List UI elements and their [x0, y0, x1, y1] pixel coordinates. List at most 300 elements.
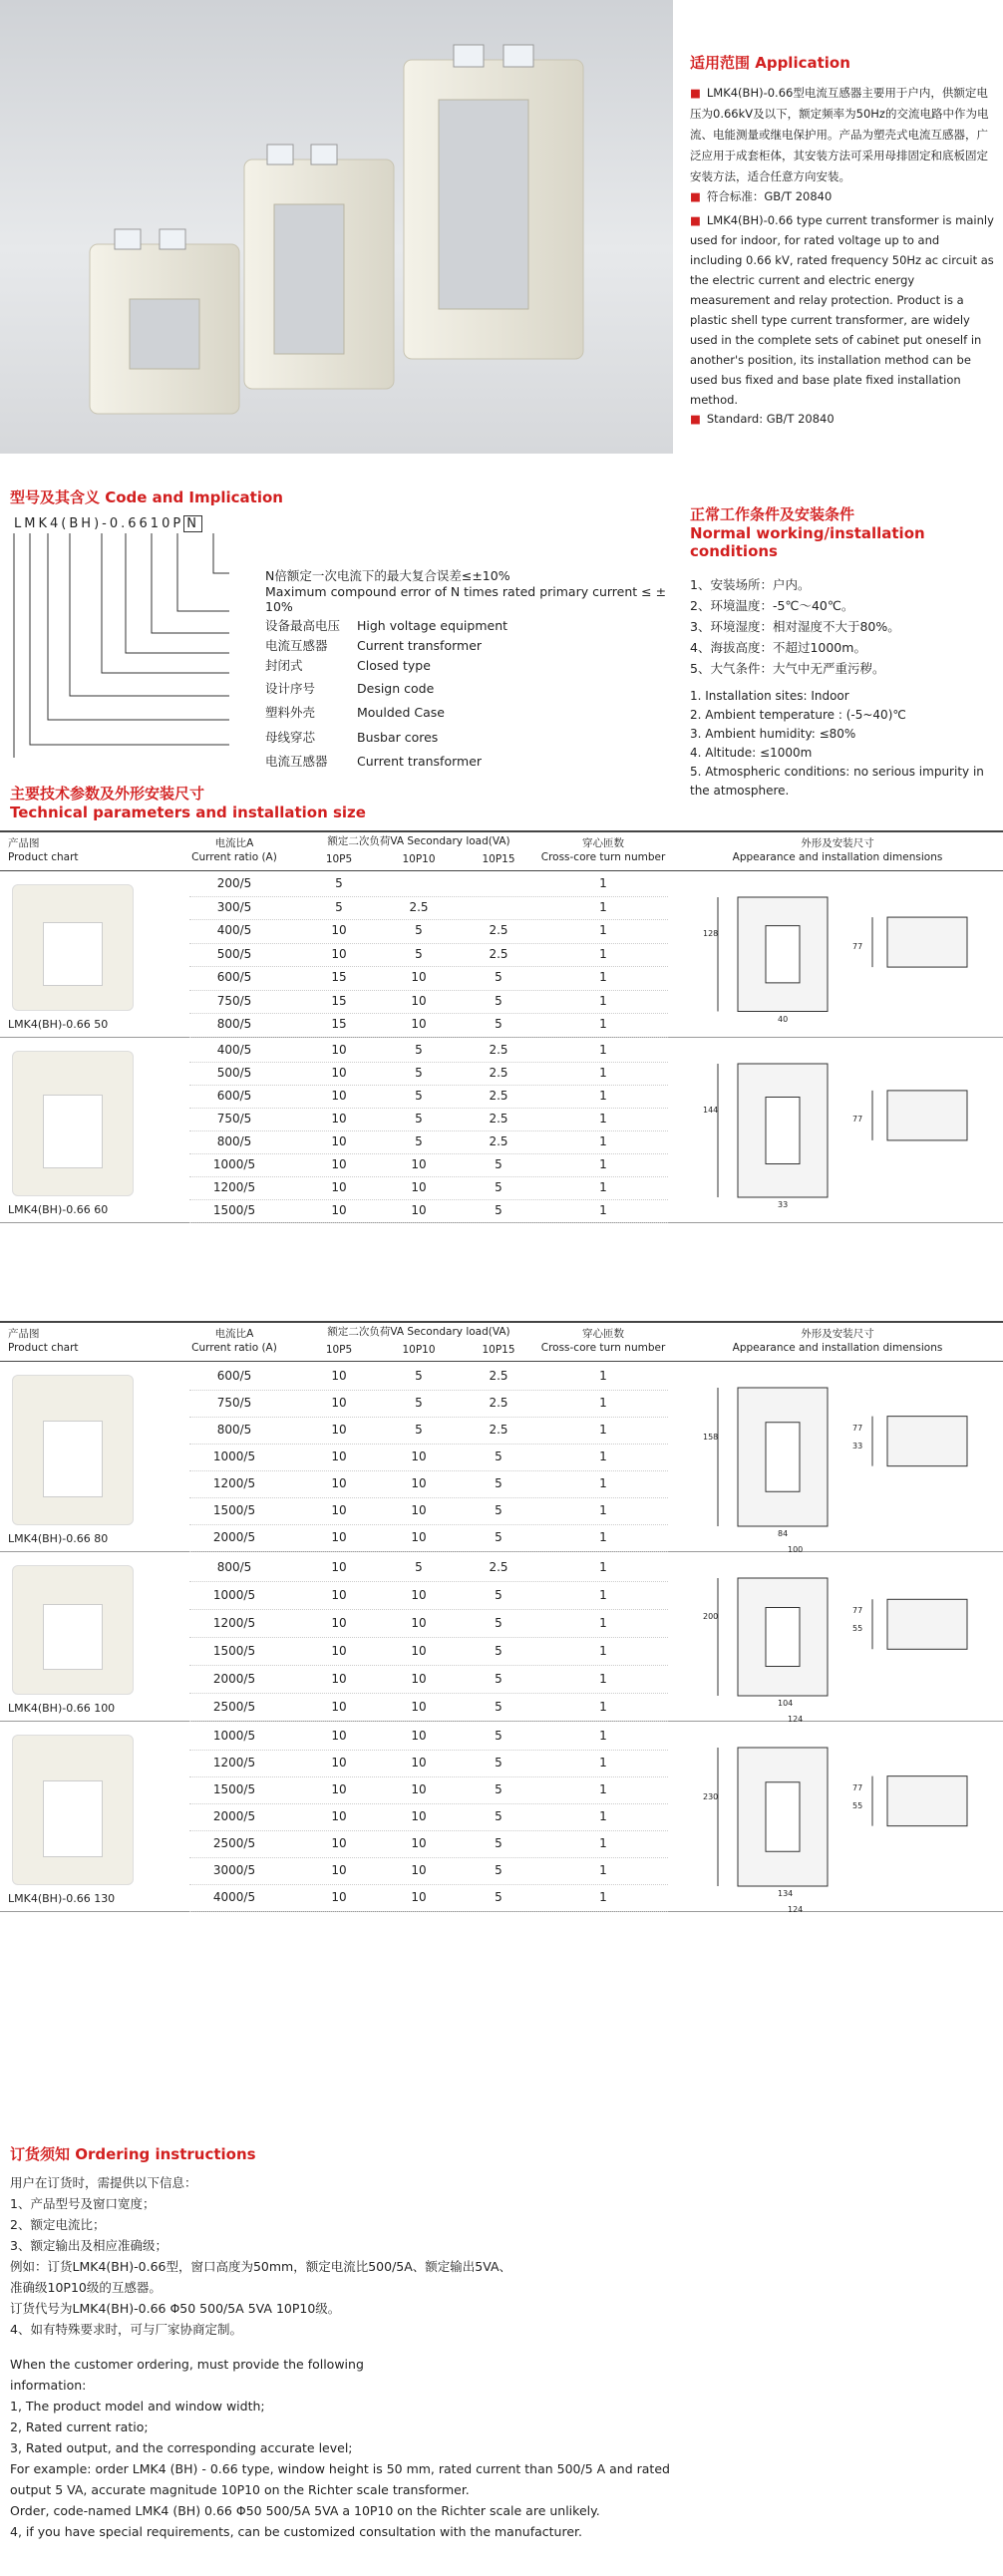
ordering-en-line: information: — [10, 2378, 87, 2393]
product-window — [43, 1604, 103, 1670]
table-cell: 2.5 — [489, 1369, 508, 1383]
table-cell: 5 — [495, 1756, 502, 1770]
table-cell: 10 — [411, 1890, 427, 1904]
header-load: 额定二次负荷VA Secondary load(VA) — [327, 1326, 510, 1338]
header-turns: 穿心匝数 Cross-core turn number — [540, 1328, 666, 1354]
table-cell: 1 — [599, 1396, 607, 1410]
table-cell: 10 — [411, 1782, 427, 1796]
dimension-drawing — [698, 1044, 997, 1217]
table-cell: 800/5 — [216, 1560, 252, 1574]
table-cell: 750/5 — [216, 1396, 252, 1410]
product-window — [43, 1095, 103, 1168]
table-cell: 1500/5 — [212, 1644, 256, 1658]
table-cell: 600/5 — [216, 1369, 252, 1383]
table-cell: 800/5 — [216, 1423, 252, 1437]
table-row — [189, 1776, 668, 1804]
condition-en-item: 1. Installation sites: Indoor — [690, 689, 849, 703]
dimension-label: 77 — [852, 1606, 863, 1616]
table-cell: 10 — [411, 1644, 427, 1658]
table-cell: 1 — [599, 1782, 607, 1796]
table-row — [189, 1497, 668, 1525]
table-cell: 5 — [415, 946, 423, 961]
table-cell: 10 — [411, 1588, 427, 1602]
condition-en-item: 5. Atmospheric conditions: no serious impurity in the atmosphere. — [690, 765, 984, 798]
table-cell: 5 — [495, 1672, 502, 1686]
code-row: 封闭式 Closed type — [265, 658, 431, 673]
product-window — [43, 1780, 103, 1857]
table-cell: 1500/5 — [212, 1782, 256, 1796]
model-letter: M — [24, 516, 39, 531]
conditions-section — [690, 503, 999, 801]
condition-cn-item: 4、海拔高度：不超过1000m。 — [690, 640, 866, 655]
code-tree-lines — [10, 533, 229, 758]
table-cell: 15 — [331, 993, 347, 1008]
table-cell: 1200/5 — [212, 1179, 256, 1194]
ordering-cn-line: 4、如有特殊要求时，可与厂家协商定制。 — [10, 2322, 242, 2337]
table-cell: 500/5 — [216, 1065, 252, 1080]
table-cell: 1 — [599, 876, 607, 890]
table-cell: 500/5 — [216, 946, 252, 961]
dimension-label: 100 — [788, 1545, 804, 1554]
table-cell: 1 — [599, 1756, 607, 1770]
table-row — [189, 919, 668, 944]
table-cell: 1 — [599, 1449, 607, 1463]
table-cell: 10 — [331, 1588, 347, 1602]
conditions-title-cn: 正常工作条件及安装条件 — [690, 505, 855, 523]
table-cell: 1 — [599, 1863, 607, 1877]
table-cell: 2.5 — [489, 1088, 508, 1103]
table-cell: 10 — [411, 1476, 427, 1490]
table-cell: 1 — [599, 899, 607, 914]
table-cell: 2.5 — [489, 1423, 508, 1437]
header-dim: 外形及安装尺寸 Appearance and installation dimensions — [732, 837, 943, 863]
table-cell: 1 — [599, 1423, 607, 1437]
code-row: 母线穿芯 Busbar cores — [265, 730, 439, 745]
dimension-label: 124 — [788, 1715, 804, 1724]
table-cell: 600/5 — [216, 1088, 252, 1103]
table-cell: 1 — [599, 1729, 607, 1743]
dimension-label: 104 — [778, 1699, 794, 1708]
application-en-text: ■ LMK4(BH)-0.66 type current transformer is mainly used for indoor, for rated voltage up to and including 0.66 kV, rated frequency 50Hz ac circuit as the electric current and electric energy measurement and relay protection. Product is a plastic shell type current transformer, are widely used in the complete sets of cabinet put oneself in another's position, its installation method can be used bus fixed and base plate fixed installation method. — [690, 213, 994, 407]
table-row — [189, 1857, 668, 1885]
application-cn-standard: ■ 符合标准：GB/T 20840 — [690, 189, 833, 203]
model-letter: ( — [61, 516, 70, 531]
table-cell: 10 — [331, 1616, 347, 1630]
table-cell: 5 — [495, 1836, 502, 1850]
table-cell: 5 — [495, 1809, 502, 1823]
header-class: 10P15 — [482, 1344, 515, 1356]
ordering-en-line: 1, The product model and window width; — [10, 2399, 265, 2414]
table-cell: 1 — [599, 1588, 607, 1602]
table-cell: 1200/5 — [212, 1476, 256, 1490]
table-cell: 5 — [495, 1202, 502, 1217]
table-cell: 1200/5 — [212, 1616, 256, 1630]
tech-title: 主要技术参数及外形安装尺寸 Technical parameters and installation size — [10, 785, 366, 821]
ordering-en-line: When the customer ordering, must provide the following — [10, 2357, 364, 2372]
table-cell: 10 — [411, 1700, 427, 1714]
code-row: 设计序号 Design code — [265, 681, 435, 696]
product-photo — [0, 0, 673, 454]
table-header — [0, 830, 1003, 871]
table-row — [189, 1013, 668, 1038]
table-cell: 10 — [411, 1863, 427, 1877]
table-cell: 10 — [331, 1890, 347, 1904]
application-title: 适用范围 Application — [690, 54, 850, 72]
table-cell: 1 — [599, 1179, 607, 1194]
table-cell: 10 — [411, 1156, 427, 1171]
table-cell: 5 — [415, 1133, 423, 1148]
ordering-cn-line: 3、额定输出及相应准确级； — [10, 2238, 167, 2253]
table-cell: 10 — [331, 1476, 347, 1490]
ordering-cn-list — [10, 2172, 997, 2340]
header-cell: 电流比A Current ratio (A) — [191, 1328, 277, 1354]
header-turns: 穿心匝数 Cross-core turn number — [540, 837, 666, 863]
product-group — [0, 872, 1003, 1038]
table-cell: 1000/5 — [212, 1449, 256, 1463]
dimension-label: 33 — [778, 1199, 789, 1209]
code-section-title: 型号及其含义 Code and Implication — [10, 488, 283, 506]
condition-cn-item: 1、安装场所：户内。 — [690, 577, 811, 592]
code-row: 电流互感器 Current transformer — [265, 754, 483, 769]
table-cell: 5 — [495, 970, 502, 984]
table-cell: 5 — [495, 1616, 502, 1630]
application-cn-text: ■ LMK4(BH)-0.66型电流互感器主要用于户内，供额定电压为0.66kV及以下，额定频率为50Hz的交流电路中作为电流、电能测量或继电保护用。产品为塑壳式电流互感器，广泛应用于成套柜体，其安装方法可采用母排固定和底板固定安装方法，适合任意方向安装。 — [690, 86, 989, 183]
product-group — [0, 1039, 1003, 1223]
conditions-en-list — [690, 687, 999, 801]
table-row — [189, 1085, 668, 1109]
product-group — [0, 1553, 1003, 1722]
table-cell: 10 — [331, 1644, 347, 1658]
table-cell: 1 — [599, 1560, 607, 1574]
table-cell: 2.5 — [489, 1042, 508, 1057]
table-cell: 1 — [599, 1890, 607, 1904]
dimension-drawing — [698, 877, 997, 1032]
table-row — [189, 1693, 668, 1722]
table-row — [189, 1884, 668, 1912]
table-cell: 10 — [411, 1503, 427, 1517]
table-cell: 2.5 — [409, 899, 429, 914]
product-group — [0, 1363, 1003, 1552]
dimension-drawing — [698, 1728, 997, 1906]
table-cell: 1 — [599, 993, 607, 1008]
table-cell: 5 — [415, 1396, 423, 1410]
table-cell: 1 — [599, 1111, 607, 1126]
model-letter: H — [81, 516, 95, 531]
table-cell: 1500/5 — [212, 1202, 256, 1217]
model-letter: B — [69, 516, 82, 531]
table-cell: 1 — [599, 1672, 607, 1686]
table-cell: 1000/5 — [212, 1729, 256, 1743]
table-cell: 1 — [599, 1088, 607, 1103]
ordering-section — [10, 2143, 997, 2542]
table-row — [189, 1830, 668, 1858]
table-cell: 10 — [411, 1017, 427, 1031]
table-cell: 300/5 — [216, 899, 252, 914]
table-cell: 4000/5 — [212, 1890, 256, 1904]
header-cell: 产品图 Product chart — [8, 1328, 79, 1354]
table-cell: 5 — [415, 1423, 423, 1437]
table-cell: 10 — [411, 1530, 427, 1544]
table-cell: 1 — [599, 1065, 607, 1080]
code-row: N倍额定一次电流下的最大复合误差≤±10% Maximum compound error of N times rated primary current ≤ ± 10% — [265, 568, 667, 614]
table-row — [189, 1176, 668, 1200]
dimension-label: 55 — [852, 1624, 863, 1634]
product-image — [12, 1735, 134, 1885]
table-cell: 10 — [331, 1756, 347, 1770]
ordering-en-line: For example: order LMK4 (BH) - 0.66 type, window height is 50 mm, rated current than 500/5 A and rated — [10, 2461, 670, 2476]
ordering-en-line: 4, if you have special requirements, can be customized consultation with the manufacturer. — [10, 2524, 582, 2539]
table-cell: 1 — [599, 1503, 607, 1517]
conditions-title-en: Normal working/installation conditions — [690, 524, 925, 560]
table-cell: 1 — [599, 1017, 607, 1031]
table-cell: 10 — [331, 1729, 347, 1743]
model-letter: L — [14, 516, 25, 531]
ordering-cn-line: 2、额定电流比； — [10, 2217, 106, 2232]
table-cell: 5 — [495, 1863, 502, 1877]
header-class: 10P10 — [402, 853, 436, 865]
table-cell: 10 — [331, 1836, 347, 1850]
table-row — [189, 1039, 668, 1063]
table-cell: 5 — [495, 993, 502, 1008]
product-model-label: LMK4(BH)-0.66 130 — [8, 1892, 116, 1905]
dimension-label: 77 — [852, 942, 863, 952]
product-image — [12, 884, 134, 1011]
table-cell: 2.5 — [489, 946, 508, 961]
dimension-label: 77 — [852, 1423, 863, 1433]
table-row — [189, 943, 668, 968]
table-cell: 1 — [599, 1369, 607, 1383]
table-row — [189, 1062, 668, 1086]
dimension-label: 134 — [778, 1889, 794, 1898]
table-cell: 2.5 — [489, 923, 508, 937]
table-cell: 5 — [415, 1042, 423, 1057]
table-cell: 2000/5 — [212, 1809, 256, 1823]
model-letter: 4 — [50, 516, 62, 531]
dimension-label: 128 — [703, 929, 719, 939]
ordering-cn-line: 订货代号为LMK4(BH)-0.66 Φ50 500/5A 5VA 10P10级。 — [10, 2301, 341, 2316]
model-letter: K — [38, 516, 50, 531]
table-cell: 10 — [331, 1449, 347, 1463]
table-row — [189, 1750, 668, 1777]
code-row: 设备最高电压 High voltage equipment — [265, 618, 508, 633]
table-row — [189, 1417, 668, 1445]
product-group — [0, 1723, 1003, 1912]
table-cell: 10 — [331, 1042, 347, 1057]
table-cell: 1500/5 — [212, 1503, 256, 1517]
table-cell: 5 — [495, 1179, 502, 1194]
table-cell: 5 — [415, 1560, 423, 1574]
table-cell: 1 — [599, 1836, 607, 1850]
table-cell: 10 — [331, 1369, 347, 1383]
product-model-label: LMK4(BH)-0.66 60 — [8, 1202, 109, 1216]
application-en-standard: ■ Standard: GB/T 20840 — [690, 412, 835, 426]
table-cell: 750/5 — [216, 993, 252, 1008]
table-cell: 10 — [411, 1836, 427, 1850]
dimension-drawing — [698, 1558, 997, 1716]
header-cell: 电流比A Current ratio (A) — [191, 837, 277, 863]
table-cell: 1 — [599, 923, 607, 937]
table-cell: 5 — [495, 1449, 502, 1463]
table-row — [189, 1363, 668, 1391]
spec-table-2 — [0, 1321, 1003, 1914]
table-cell: 15 — [331, 1017, 347, 1031]
ordering-en-line: 3, Rated output, and the corresponding accurate level; — [10, 2440, 353, 2455]
table-cell: 10 — [411, 970, 427, 984]
table-cell: 10 — [411, 1756, 427, 1770]
dimension-label: 124 — [788, 1905, 804, 1914]
table-cell: 10 — [411, 1809, 427, 1823]
table-cell: 400/5 — [216, 1042, 252, 1057]
table-row — [189, 1723, 668, 1751]
product-image — [12, 1051, 134, 1196]
header-dim: 外形及安装尺寸 Appearance and installation dimensions — [732, 1328, 943, 1354]
table-cell: 5 — [415, 1088, 423, 1103]
table-cell: 10 — [331, 1809, 347, 1823]
table-cell: 200/5 — [216, 876, 252, 890]
model-letter: 0.66 — [109, 516, 151, 531]
dimension-label: 230 — [703, 1791, 719, 1801]
product-model-label: LMK4(BH)-0.66 80 — [8, 1532, 109, 1545]
header-cell: 产品图 Product chart — [8, 837, 79, 863]
model-letter: N — [183, 515, 202, 532]
table-cell: 1000/5 — [212, 1156, 256, 1171]
table-cell: 10 — [331, 1179, 347, 1194]
dimension-label: 40 — [778, 1014, 789, 1024]
table-cell: 1 — [599, 1644, 607, 1658]
table-row — [189, 1553, 668, 1582]
table-cell: 2.5 — [489, 1065, 508, 1080]
table-cell: 2.5 — [489, 1133, 508, 1148]
table-cell: 10 — [331, 923, 347, 937]
table-cell: 10 — [331, 946, 347, 961]
table-row — [189, 1108, 668, 1131]
table-row — [189, 1130, 668, 1154]
table-cell: 10 — [411, 1729, 427, 1743]
dimension-label: 55 — [852, 1800, 863, 1810]
product-model-label: LMK4(BH)-0.66 50 — [8, 1017, 109, 1031]
table-cell: 5 — [415, 1065, 423, 1080]
table-cell: 5 — [495, 1156, 502, 1171]
table-cell: 10 — [331, 1156, 347, 1171]
ordering-cn-line: 例如：订货LMK4(BH)-0.66型，窗口高度为50mm，额定电流比500/5A、额定输出5VA、 — [10, 2259, 512, 2274]
ordering-cn-line: 1、产品型号及窗口宽度； — [10, 2196, 156, 2211]
table-row — [189, 1444, 668, 1471]
model-letter: 10P — [150, 516, 184, 531]
dimension-label: 77 — [852, 1115, 863, 1125]
condition-en-item: 2. Ambient temperature : (-5~40)℃ — [690, 708, 906, 722]
table-cell: 10 — [331, 1396, 347, 1410]
table-cell: 2500/5 — [212, 1836, 256, 1850]
table-cell: 2000/5 — [212, 1672, 256, 1686]
table-cell: 1 — [599, 1133, 607, 1148]
header-class: 10P15 — [482, 853, 515, 865]
dimension-label: 144 — [703, 1105, 719, 1115]
table-cell: 1000/5 — [212, 1588, 256, 1602]
table-cell: 10 — [331, 1088, 347, 1103]
table-cell: 10 — [411, 1179, 427, 1194]
model-letter: ) — [94, 516, 103, 531]
table-cell: 5 — [495, 1017, 502, 1031]
conditions-cn-list — [690, 574, 999, 679]
table-row — [189, 1153, 668, 1177]
table-row — [189, 896, 668, 921]
product-window — [43, 922, 103, 986]
ordering-en-line: output 5 VA, accurate magnitude 10P10 on the Richter scale transformer. — [10, 2482, 470, 2497]
spec-table-1 — [0, 830, 1003, 1217]
table-cell: 10 — [331, 1202, 347, 1217]
table-cell: 10 — [331, 1560, 347, 1574]
code-row: 电流互感器 Current transformer — [265, 638, 483, 653]
header-class: 10P10 — [402, 1344, 436, 1356]
table-cell: 10 — [331, 1133, 347, 1148]
table-cell: 10 — [331, 1782, 347, 1796]
table-row — [189, 1390, 668, 1418]
table-cell: 10 — [331, 1672, 347, 1686]
table-row — [189, 872, 668, 897]
table-header — [0, 1321, 1003, 1362]
table-row — [189, 1199, 668, 1223]
model-code — [14, 516, 202, 531]
table-cell: 5 — [495, 1476, 502, 1490]
table-cell: 1 — [599, 1156, 607, 1171]
dimension-label: 33 — [852, 1441, 863, 1450]
table-cell: 10 — [331, 1065, 347, 1080]
table-cell: 5 — [495, 1782, 502, 1796]
table-cell: 1 — [599, 1700, 607, 1714]
table-cell: 5 — [335, 876, 343, 890]
table-cell: 10 — [331, 1700, 347, 1714]
product-model-label: LMK4(BH)-0.66 100 — [8, 1702, 116, 1715]
model-letters — [14, 515, 202, 532]
table-cell: 2500/5 — [212, 1700, 256, 1714]
table-cell: 1 — [599, 970, 607, 984]
ordering-en-line: 2, Rated current ratio; — [10, 2419, 149, 2434]
table-cell: 5 — [495, 1530, 502, 1544]
table-cell: 15 — [331, 970, 347, 984]
table-row — [189, 1609, 668, 1638]
table-cell: 5 — [335, 899, 343, 914]
table-cell: 800/5 — [216, 1017, 252, 1031]
application-section — [690, 52, 994, 429]
table-cell: 1 — [599, 946, 607, 961]
table-cell: 5 — [495, 1644, 502, 1658]
header-load: 额定二次负荷VA Secondary load(VA) — [327, 835, 510, 847]
table-cell: 10 — [331, 1503, 347, 1517]
condition-en-item: 3. Ambient humidity: ≤80% — [690, 727, 856, 741]
product-image — [12, 1375, 134, 1525]
table-cell: 1 — [599, 1530, 607, 1544]
ordering-en-line: Order, code-named LMK4 (BH) 0.66 Φ50 500/5A 5VA a 10P10 on the Richter scale are unlikely. — [10, 2503, 600, 2518]
dimension-label: 84 — [778, 1529, 789, 1538]
ordering-cn-line: 用户在订货时，需提供以下信息： — [10, 2175, 197, 2190]
ordering-cn-line: 准确级10P10级的互感器。 — [10, 2280, 162, 2295]
table-cell: 1 — [599, 1809, 607, 1823]
table-cell: 10 — [411, 993, 427, 1008]
code-row: 塑料外壳 Moulded Case — [265, 705, 445, 720]
table-cell: 10 — [331, 1423, 347, 1437]
table-cell: 10 — [331, 1111, 347, 1126]
table-cell: 5 — [415, 1369, 423, 1383]
product-window — [43, 1421, 103, 1497]
table-cell: 2.5 — [489, 1560, 508, 1574]
table-cell: 5 — [495, 1503, 502, 1517]
table-cell: 1 — [599, 1476, 607, 1490]
dimension-drawing — [698, 1368, 997, 1546]
table-cell: 10 — [331, 1863, 347, 1877]
table-cell: 3000/5 — [212, 1863, 256, 1877]
table-cell: 5 — [415, 1111, 423, 1126]
dimension-label: 200 — [703, 1612, 719, 1621]
